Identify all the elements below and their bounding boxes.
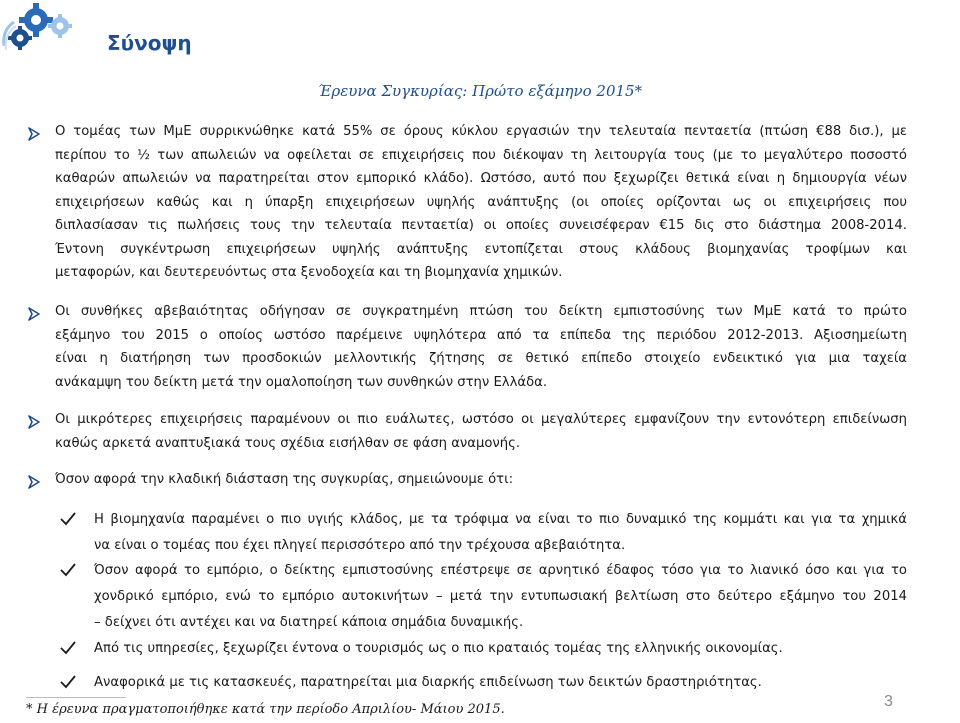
checkmark-icon [60,512,76,526]
text-line: Όσον αφορά το εμπόριο, ο δείκτης εμπιστοσύνης επέστρεψε σε αρνητικό έδαφος τόσο για το λιανικό όσο και για το [94,563,907,578]
text-line: Οι συνθήκες αβεβαιότητας οδήγησαν σε συγκρατημένη πτώση του δείκτη εμπιστοσύνης των ΜμΕ κατά το πρώτο [55,304,907,319]
text-line: Από τις υπηρεσίες, ξεχωρίζει έντονα ο τουρισμός ως ο πιο κραταιός τομέας της ελληνικής οικονομίας. [94,641,783,656]
text-line: περίπου το ½ των απωλειών να οφείλεται σε επιχειρήσεις που διέκοψαν τη λειτουργία τους (με το μεγαλύτερο ποσοστό [55,147,907,163]
text-line: Η βιομηχανία παραμένει ο πιο υγιής κλάδος, με τα τρόφιμα να είναι το πιο δυναμικό της κομμάτι και για τα χημικά [94,512,907,527]
text-line: είναι η διατήρηση των προσδοκιών μελλοντικής ζήτησης σε θετικό επίπεδο στοιχείο ενδεικτικό για μια ταχεία [55,351,907,366]
check-item-1 [94,507,907,559]
page-title: Σύνοψη [107,31,192,55]
checkmark-icon [60,563,76,577]
text-line: ανάκαμψη του δείκτη μετά την ομαλοποίηση των συνθηκών στην Ελλάδα. [55,374,548,390]
text-line: Έντονη συγκέντρωση επιχειρήσεων υψηλής ανάπτυξης εντοπίζεται στους κλάδους βιομηχανίας τροφίμων και [55,241,907,257]
text-line: να είναι ο τομέας που έχει πληγεί περισσότερο από την τρέχουσα αβεβαιότητα. [94,538,626,553]
check-item-2 [94,558,907,636]
bullet-paragraph-2 [55,300,907,394]
text-line: μεταφορών, και δευτερευόντως στα ξενοδοχεία και τη βιομηχανία χημικών. [55,265,563,280]
arrow-bullet-icon [27,127,41,141]
arrow-bullet-icon [27,307,41,321]
check-item-4 [94,670,907,696]
text-line: Ο τομέας των ΜμΕ συρρικνώθηκε κατά 55% σε όρους κύκλου εργασιών την τελευταία πενταετία (πτώση €88 δισ.), με [55,124,907,139]
bullet-paragraph-1 [55,120,907,285]
checkmark-icon [60,675,76,689]
arrow-bullet-icon [27,415,41,429]
text-line: χονδρικό εμπόριο, ενώ το εμπόριο αυτοκινήτων – μετά την εντυπωσιακή βελτίωση στο δεύτερο εξάμηνο του 2014 [94,589,907,604]
text-line: διπλασίασαν τις πωλήσεις τους την τελευταία πενταετία) οι οποίες συνεισέφεραν €15 δις στο διάστημα 2008-2014. [55,218,907,233]
text-line: – δείχνει ότι αντέχει και να διατηρεί κάποια σημάδια δυναμικής. [94,615,524,630]
text-line: Όσον αφορά την κλαδική διάσταση της συγκυρίας, σημειώνουμε ότι: [55,472,514,487]
text-line: εξάμηνο του 2015 ο οποίος ωστόσο παρέμεινε υψηλότερα από τα επίπεδα της περιόδου 2012-2013. Αξιοσημείωτη [55,327,907,343]
text-line: επιχειρήσεων καθώς και η ύπαρξη επιχειρήσεων υψηλής ανάπτυξης (οι οποίες ορίζονται ως οι επιχειρήσεις που [55,194,907,210]
text-line: καθαρών απωλειών να παρατηρείται στον εμπορικό κλάδο). Ωστόσο, αυτό που ξεχωρίζει θετικά είναι η δημιουργία νέων [55,171,907,186]
gears-logo-icon [0,0,100,64]
check-item-3 [94,636,907,662]
bullet-paragraph-3 [55,408,907,455]
text-line: Οι μικρότερες επιχειρήσεις παραμένουν οι πιο ευάλωτες, ωστόσο οι μεγαλύτερες εμφανίζουν την εντονότερη επιδείνωση [55,412,907,427]
bullet-paragraph-4 [55,468,907,492]
footnote-divider [26,697,126,698]
text-line: Αναφορικά με τις κατασκευές, παρατηρείται μια διαρκής επιδείνωση των δεικτών δραστηριότητας. [94,675,762,690]
checkmark-icon [60,641,76,655]
arrow-bullet-icon [27,475,41,489]
footnote: * Η έρευνα πραγματοποιήθηκε κατά την περίοδο Απριλίου- Μάιου 2015. [26,702,505,717]
text-line: καθώς αρκετά αναπτυξιακά τους σχέδια εισήλθαν σε φάση αναμονής. [55,435,521,451]
page-number: 3 [884,693,893,710]
page-subtitle: Έρευνα Συγκυρίας: Πρώτο εξάμηνο 2015* [317,82,643,100]
